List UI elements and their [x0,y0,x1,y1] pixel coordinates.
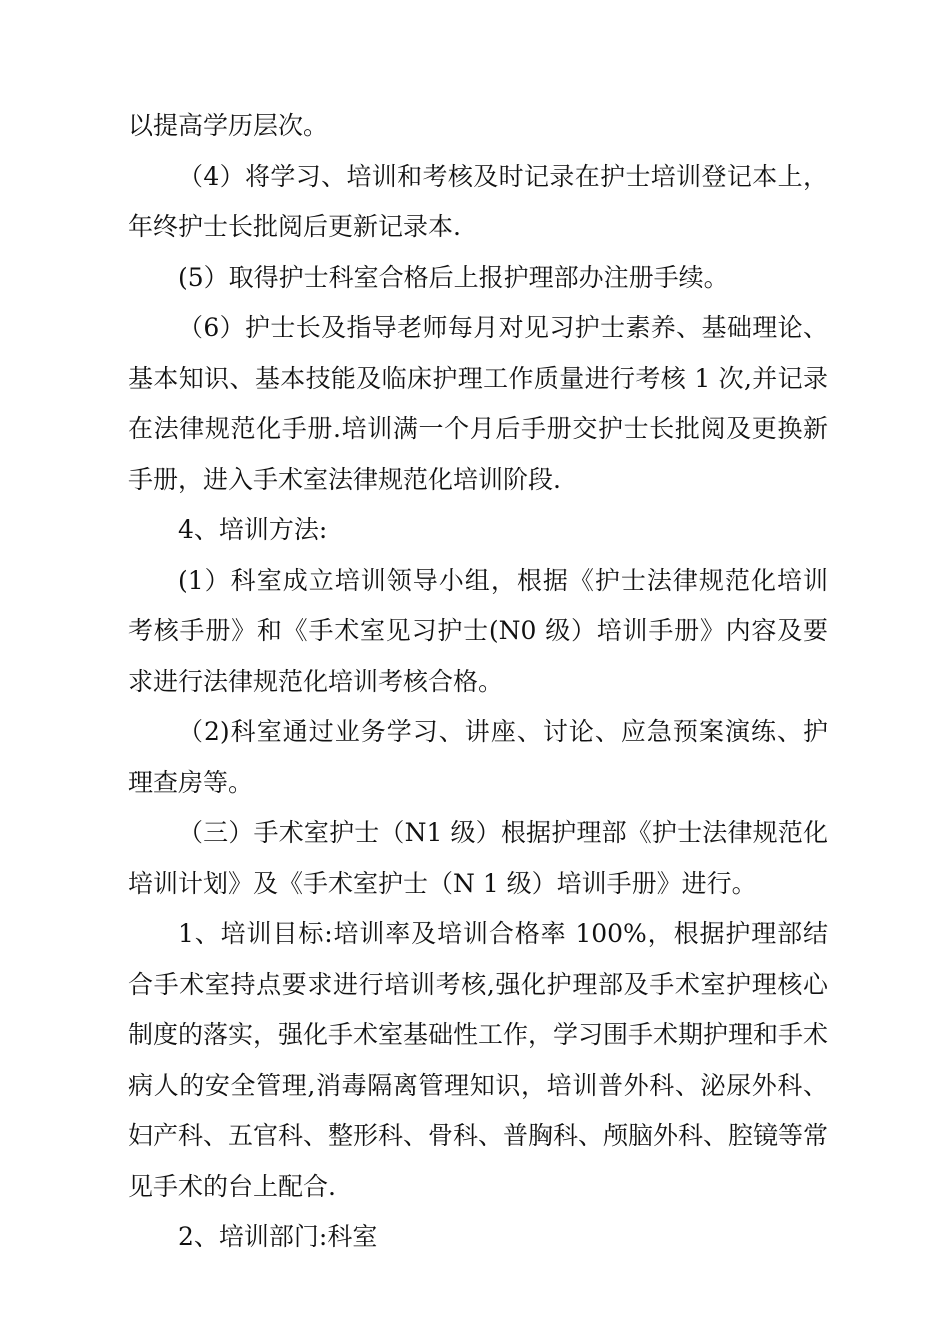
paragraph-1: 以提高学历层次。 [128,111,329,140]
paragraph-5: 4、培训方法: [178,515,328,544]
paragraph-4: （6）护士长及指导老师每月对见习护士素养、基础理论、基本知识、基本技能及临床护理工作质量进行考核 1 次,并记录在法律规范化手册.培训满一个月后手册交护士长批阅及更换新手册，进入手术室法律规范化培训阶段. [128,313,828,494]
document-body [128,101,828,1263]
paragraph-2: （4）将学习、培训和考核及时记录在护士培训登记本上，年终护士长批阅后更新记录本. [128,161,828,241]
paragraph-9: 1、培训目标:培训率及培训合格率 100%，根据护理部结合手术室持点要求进行培训考核,强化护理部及手术室护理核心制度的落实，强化手术室基础性工作，学习围手术期护理和手术病人的安全管理,消毒隔离管理知识，培训普外科、泌尿外科、妇产科、五官科、整形科、骨科、普胸科、颅脑外科、腔镜等常见手术的台上配合. [128,919,829,1201]
paragraph-6: (1）科室成立培训领导小组，根据《护士法律规范化培训考核手册》和《手术室见习护士(N0 级）培训手册》内容及要求进行法律规范化培训考核合格。 [128,565,828,696]
paragraph-10: 2、培训部门:科室 [178,1222,378,1251]
paragraph-3: (5）取得护士科室合格后上报护理部办注册手续。 [178,262,729,292]
paragraph-7: （2)科室通过业务学习、讲座、讨论、应急预案演练、护理查房等。 [128,717,828,797]
paragraph-8: （三）手术室护士（N1 级）根据护理部《护士法律规范化培训计划》及《手术室护士（N 1 级）培训手册》进行。 [128,818,828,898]
